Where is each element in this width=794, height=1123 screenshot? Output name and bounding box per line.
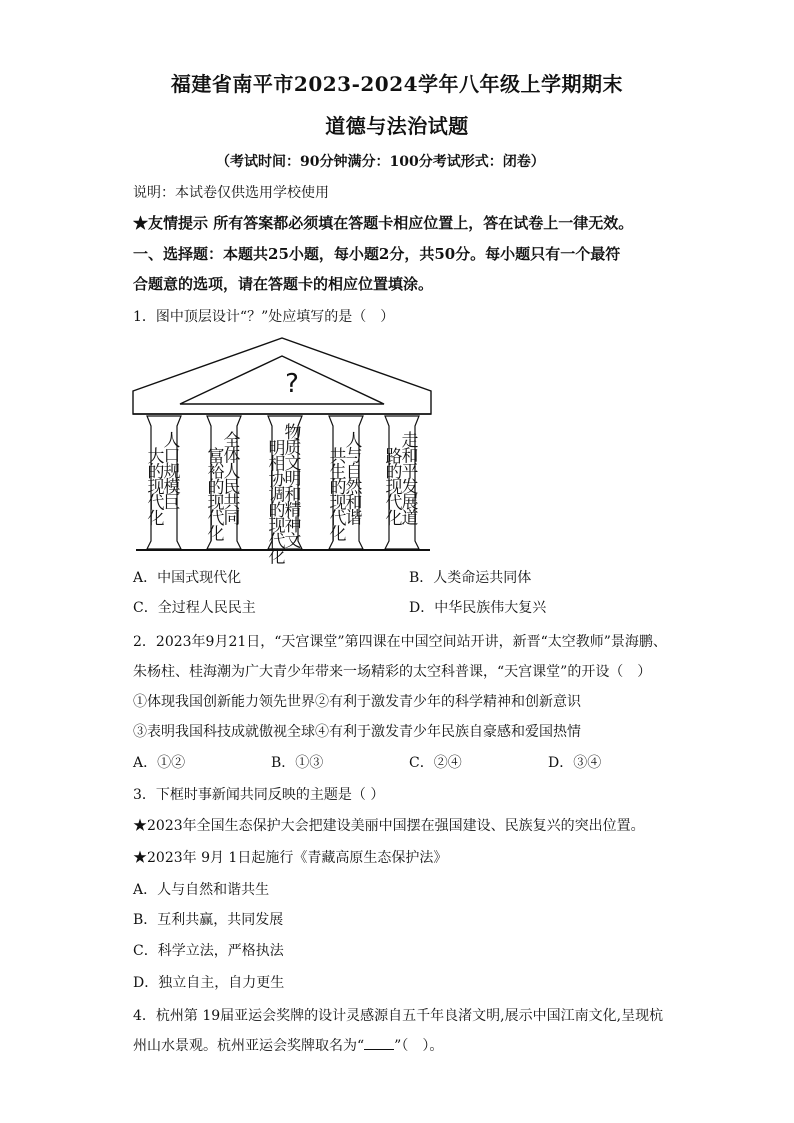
pillar-2-text-left: 富裕的现代化 (207, 447, 225, 545)
q1-pillar-figure (130, 336, 436, 568)
pillar-5-text-left: 路的现代化 (385, 447, 403, 529)
pillar-4-text-right: 人与自然和谐 (345, 431, 363, 529)
q4-stem-line2 (133, 1035, 443, 1055)
q2-option-d: D．③④ (548, 755, 602, 771)
q1-option-b: B．人类命运共同体 (409, 570, 532, 586)
q3-option-a: A．人与自然和谐共生 (133, 882, 270, 898)
q3-news-2: ★2023年 9月 1日起施行《青藏高原生态保护法》 (133, 850, 448, 866)
friendly-tip: ★友情提示 所有答案都必须填在答题卡相应位置上，答在试卷上一律无效。 (133, 214, 634, 232)
pillar-3-text-right: 物质文明和精神文 (284, 423, 302, 552)
pillar-1-text-right: 人口规模巨 (163, 431, 181, 513)
exam-info: （考试时间：90分钟满分：100分考试形式：闭卷） (216, 154, 545, 170)
q4-stem-text-before: 州山水景观。杭州亚运会奖牌取名为“ (133, 1038, 365, 1054)
pillar-4-text-left: 共生的现代化 (329, 447, 347, 545)
temple-diagram (130, 336, 436, 568)
exam-title-line1: 福建省南平市2023-2024学年八年级上学期期末 (170, 72, 624, 96)
q4-stem-line1: 4．杭州第 19届亚运会奖牌的设计灵感源自五千年良渚文明,展示中国江南文化,呈现杭 (133, 1008, 664, 1024)
exam-title-line2: 道德与法治试题 (325, 114, 469, 138)
q1-option-c: C．全过程人民民主 (133, 600, 256, 616)
pillar-3-text-left: 明相协调的现代化 (268, 439, 286, 568)
section1-heading-line2: 合题意的选项，请在答题卡的相应位置填涂。 (133, 275, 434, 293)
q2-items-line2: ③表明我国科技成就傲视全球④有利于激发青少年民族自豪感和爱国热情 (133, 724, 581, 740)
q1-option-a: A．中国式现代化 (133, 570, 242, 586)
q2-items-line1: ①体现我国创新能力领先世界②有利于激发青少年的科学精神和创新意识 (133, 694, 581, 710)
pillar-2-text-right: 全体人民共同 (223, 431, 241, 529)
q2-option-a: A．①② (133, 755, 186, 771)
pillar-5-text-right: 走和平发展道 (401, 431, 419, 529)
q3-news-1: ★2023年全国生态保护大会把建设美丽中国摆在强国建设、民族复兴的突出位置。 (133, 818, 645, 834)
q1-stem: 1．图中顶层设计“？”处应填写的是（ ） (133, 309, 395, 325)
q1-option-d: D．中华民族伟大复兴 (409, 600, 547, 616)
q4-stem-text-after: ”（ ）。 (394, 1038, 444, 1054)
usage-note: 说明：本试卷仅供选用学校使用 (133, 185, 329, 201)
section1-heading-line1: 一、选择题：本题共25小题，每小题2分，共50分。每小题只有一个最符 (133, 245, 621, 263)
q1-question-mark: ? (285, 369, 299, 399)
q2-stem-line1: 2．2023年9月21日，“天宫课堂”第四课在中国空间站开讲，新晋“太空教师”景海鹏、 (133, 634, 667, 650)
q4-answer-blank (364, 1037, 394, 1050)
q3-option-b: B．互利共赢，共同发展 (133, 912, 284, 928)
q2-option-c: C．②④ (409, 755, 462, 771)
pillar-1-text-left: 大的现代化 (147, 447, 165, 529)
q3-option-c: C．科学立法，严格执法 (133, 943, 284, 959)
q3-stem: 3．下框时事新闻共同反映的主题是（ ） (133, 787, 385, 803)
q2-stem-line2: 朱杨柱、桂海潮为广大青少年带来一场精彩的太空科普课，“天宫课堂”的开设（ ） (133, 664, 652, 680)
q3-option-d: D．独立自主，自力更生 (133, 975, 285, 991)
q2-option-b: B．①③ (271, 755, 324, 771)
